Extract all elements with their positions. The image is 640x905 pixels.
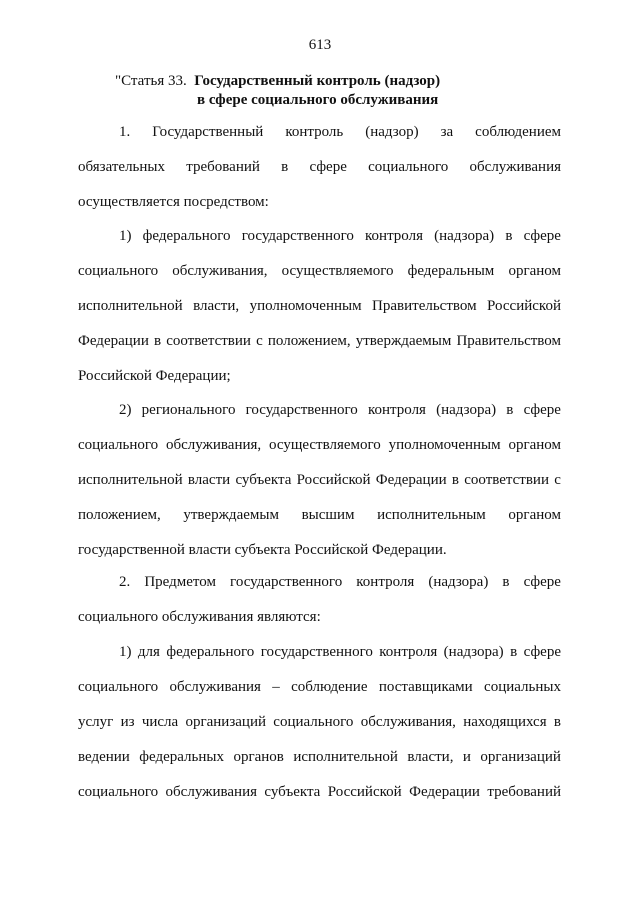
- word: обслуживания,: [360, 714, 456, 730]
- article-title-part-2: в сфере социального обслуживания: [197, 92, 439, 108]
- word: федеральным: [407, 263, 495, 279]
- word: обслуживания: [169, 679, 261, 695]
- word: государственного: [230, 574, 343, 590]
- word: органом: [508, 263, 561, 279]
- word: Российской: [487, 298, 561, 314]
- paragraph-line: [78, 472, 561, 489]
- article-number: "Статья 33.: [115, 73, 187, 89]
- paragraph-line: [78, 507, 561, 524]
- word: Российской: [327, 784, 402, 800]
- word: контроля: [365, 228, 423, 244]
- word: соблюдением: [475, 124, 561, 140]
- word: положением,: [267, 333, 351, 349]
- word: Федерации: [409, 784, 480, 800]
- paragraph-line: государственной власти субъекта Российской Федерации.: [78, 542, 447, 558]
- word: социального: [368, 159, 449, 175]
- word: обслуживания,: [165, 437, 262, 453]
- article-title-part-1: Государственный контроль (надзор): [194, 73, 441, 89]
- paragraph-line: [78, 263, 561, 280]
- word: положением,: [78, 507, 161, 523]
- word: исполнительной: [78, 298, 183, 314]
- word: Предметом: [144, 574, 216, 590]
- word: обслуживания: [469, 159, 561, 175]
- word: ведении: [78, 749, 130, 765]
- word: Федерации: [78, 333, 149, 349]
- word: социального: [78, 437, 159, 453]
- word: Федерации: [375, 472, 447, 488]
- word: требований: [186, 159, 260, 175]
- word: осуществляемого: [268, 437, 381, 453]
- word: с: [554, 472, 561, 488]
- word: (надзора): [436, 402, 497, 418]
- paragraph-line: [78, 784, 561, 801]
- paragraph-line: [78, 298, 561, 315]
- paragraph-line: социального обслуживания являются:: [78, 609, 321, 625]
- word: в: [506, 402, 514, 418]
- word: исполнительной: [78, 472, 183, 488]
- word: сфере: [309, 159, 347, 175]
- article-heading: [115, 72, 440, 110]
- word: 1.: [119, 124, 131, 140]
- word: с: [256, 333, 263, 349]
- paragraph-line: [78, 437, 561, 454]
- word: находящихся: [463, 714, 547, 730]
- word: социального: [273, 714, 354, 730]
- word: Правительством: [372, 298, 477, 314]
- word: соблюдение: [291, 679, 368, 695]
- word: обязательных: [78, 159, 165, 175]
- paragraph-line: [78, 714, 561, 731]
- word: организаций: [185, 714, 266, 730]
- word: контроля: [379, 644, 438, 660]
- word: власти: [187, 472, 231, 488]
- word: контроля: [356, 574, 415, 590]
- word: субъекта: [235, 472, 292, 488]
- word: уполномоченным: [249, 298, 362, 314]
- word: федерального: [166, 644, 255, 660]
- word: субъекта: [264, 784, 321, 800]
- word: органом: [508, 507, 561, 523]
- word: –: [272, 679, 280, 695]
- paragraph-line: [78, 159, 561, 176]
- word: (надзора): [428, 574, 489, 590]
- word: сфере: [523, 402, 561, 418]
- word: 1): [119, 644, 132, 660]
- word: и: [462, 749, 471, 765]
- word: услуг: [78, 714, 114, 730]
- paragraph-line: [78, 749, 561, 766]
- word: осуществляемого: [281, 263, 394, 279]
- word: социальных: [484, 679, 561, 695]
- word: в: [153, 333, 162, 349]
- paragraph-line: осуществляется посредством:: [78, 194, 269, 210]
- word: поставщиками: [378, 679, 473, 695]
- word: органов: [233, 749, 284, 765]
- word: государственного: [260, 644, 373, 660]
- word: сфере: [523, 644, 561, 660]
- paragraph-line: [119, 402, 561, 419]
- word: контроль: [285, 124, 344, 140]
- word: уполномоченным: [388, 437, 501, 453]
- word: утверждаемым: [355, 333, 452, 349]
- word: обслуживания,: [172, 263, 268, 279]
- word: (надзора): [443, 644, 504, 660]
- word: из: [120, 714, 135, 730]
- word: в: [451, 472, 459, 488]
- word: в: [510, 644, 518, 660]
- word: контроля: [367, 402, 426, 418]
- word: власти,: [193, 298, 240, 314]
- word: Правительством: [456, 333, 561, 349]
- article-heading-line-1: [115, 72, 440, 91]
- paragraph-line: [119, 644, 561, 661]
- paragraph-line: [78, 679, 561, 696]
- word: (надзора): [434, 228, 495, 244]
- word: в: [502, 574, 510, 590]
- word: обслуживания: [165, 784, 258, 800]
- word: социального: [78, 784, 159, 800]
- word: для: [137, 644, 160, 660]
- paragraph-line: [119, 124, 561, 141]
- word: регионального: [141, 402, 236, 418]
- word: Российской: [296, 472, 371, 488]
- word: организаций: [480, 749, 561, 765]
- paragraph-line: [119, 228, 561, 245]
- word: органом: [508, 437, 561, 453]
- word: федерального: [142, 228, 231, 244]
- word: сфере: [523, 228, 561, 244]
- word: социального: [78, 679, 159, 695]
- paragraph-line: [119, 574, 561, 591]
- page-number: 613: [308, 37, 332, 53]
- word: власти,: [407, 749, 454, 765]
- word: (надзор): [365, 124, 419, 140]
- word: исполнительным: [377, 507, 486, 523]
- word: в: [505, 228, 513, 244]
- word: в: [553, 714, 561, 730]
- word: утверждаемым: [183, 507, 279, 523]
- word: в: [281, 159, 289, 175]
- paragraph-line: Российской Федерации;: [78, 368, 231, 384]
- word: исполнительной: [293, 749, 398, 765]
- word: Государственный: [152, 124, 264, 140]
- word: за: [440, 124, 454, 140]
- word: сфере: [523, 574, 561, 590]
- word: 2.: [119, 574, 131, 590]
- word: социального: [78, 263, 159, 279]
- word: требований: [487, 784, 561, 800]
- word: числа: [141, 714, 179, 730]
- word: 1): [119, 228, 132, 244]
- word: 2): [119, 402, 132, 418]
- word: высшим: [301, 507, 355, 523]
- word: государственного: [241, 228, 354, 244]
- word: федеральных: [139, 749, 224, 765]
- word: соответствии: [166, 333, 251, 349]
- word: государственного: [245, 402, 358, 418]
- word: соответствии: [464, 472, 549, 488]
- paragraph-line: [78, 333, 561, 350]
